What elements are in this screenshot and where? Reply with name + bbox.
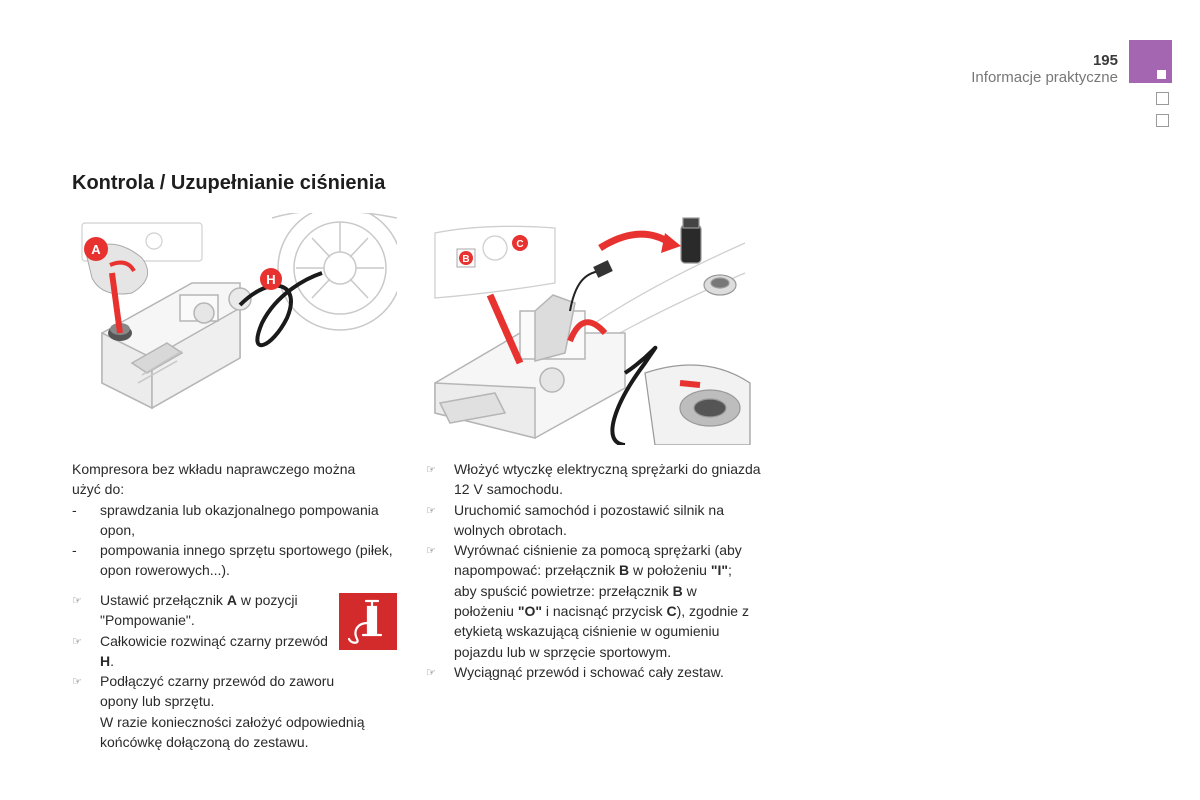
step-item: ☞ Całkowicie rozwinąć czarny przewód H.	[72, 632, 328, 669]
compressor-hose-illustration	[72, 213, 397, 445]
page-number: 195	[1092, 52, 1118, 69]
pointing-hand-icon: ☞	[72, 635, 82, 648]
pointing-hand-icon: ☞	[426, 545, 436, 558]
chapter-tab-marker	[1156, 114, 1169, 127]
pointing-hand-icon: ☞	[72, 595, 82, 607]
step-item: ☞ Wyciągnąć przewód i schować cały zestaw.	[426, 662, 744, 682]
socket-drawing	[681, 218, 736, 295]
svg-text:C: C	[516, 239, 524, 250]
section-name: Informacje praktyczne	[971, 69, 1118, 86]
tire-pump-icon	[339, 593, 397, 650]
pointing-hand-icon: ☞	[426, 666, 436, 679]
compressor-body	[435, 295, 625, 438]
step-item: ☞ Uruchomić samochód i pozostawić silnik na wolnych obrotach.	[426, 501, 724, 538]
svg-text:B: B	[462, 254, 470, 265]
chapter-tab-active-marker	[1157, 70, 1166, 79]
svg-text:H: H	[266, 272, 276, 287]
right-steps	[426, 459, 761, 682]
label-a	[84, 237, 108, 261]
black-hose	[240, 273, 322, 345]
step-item: ☞ Włożyć wtyczkę elektryczną sprężarki do gniazda 12 V samochodu.	[426, 461, 761, 498]
pointing-hand-icon: ☞	[426, 464, 436, 476]
chapter-tab-marker	[1156, 92, 1169, 105]
list-item: - pompowania innego sprzętu sportowego (piłek, opon rowerowych...).	[72, 542, 393, 579]
left-column	[72, 459, 402, 581]
step-note: W razie konieczności założyć odpowiednią końcówkę dołączoną do zestawu.	[100, 713, 365, 751]
compressor-body	[102, 283, 251, 408]
step-item: ☞ Wyrównać ciśnienie za pomocą sprężarki (aby napompować: przełącznik B w położeniu "I"; aby spuścić powietrze: przełącznik B w położeniu "O" i nacisnąć przycisk C), zgodnie z etykietą wskazującą ciśnienie w ogumieniu pojazdu lub w sprzęcie sportowym.	[426, 542, 749, 660]
compressor-plug-illustration	[425, 213, 753, 445]
page-title: Kontrola / Uzupełnianie ciśnienia	[72, 172, 386, 194]
list-item: - sprawdzania lub okazjonalnego pompowania opon,	[72, 501, 379, 538]
valve-drawing	[645, 365, 750, 445]
label-h	[260, 268, 282, 290]
intro-text: Kompresora bez wkładu naprawczego można użyć do:	[72, 461, 356, 498]
svg-text:A: A	[91, 242, 101, 257]
label-b	[457, 249, 475, 267]
pointing-hand-icon: ☞	[426, 504, 436, 517]
step-item: ☞ Podłączyć czarny przewód do zaworu opony lub sprzętu.	[72, 673, 335, 710]
step-item: ☞ Ustawić przełącznik A w pozycji "Pompowanie".	[72, 592, 298, 629]
pointing-hand-icon: ☞	[72, 676, 82, 689]
label-c	[512, 235, 528, 251]
